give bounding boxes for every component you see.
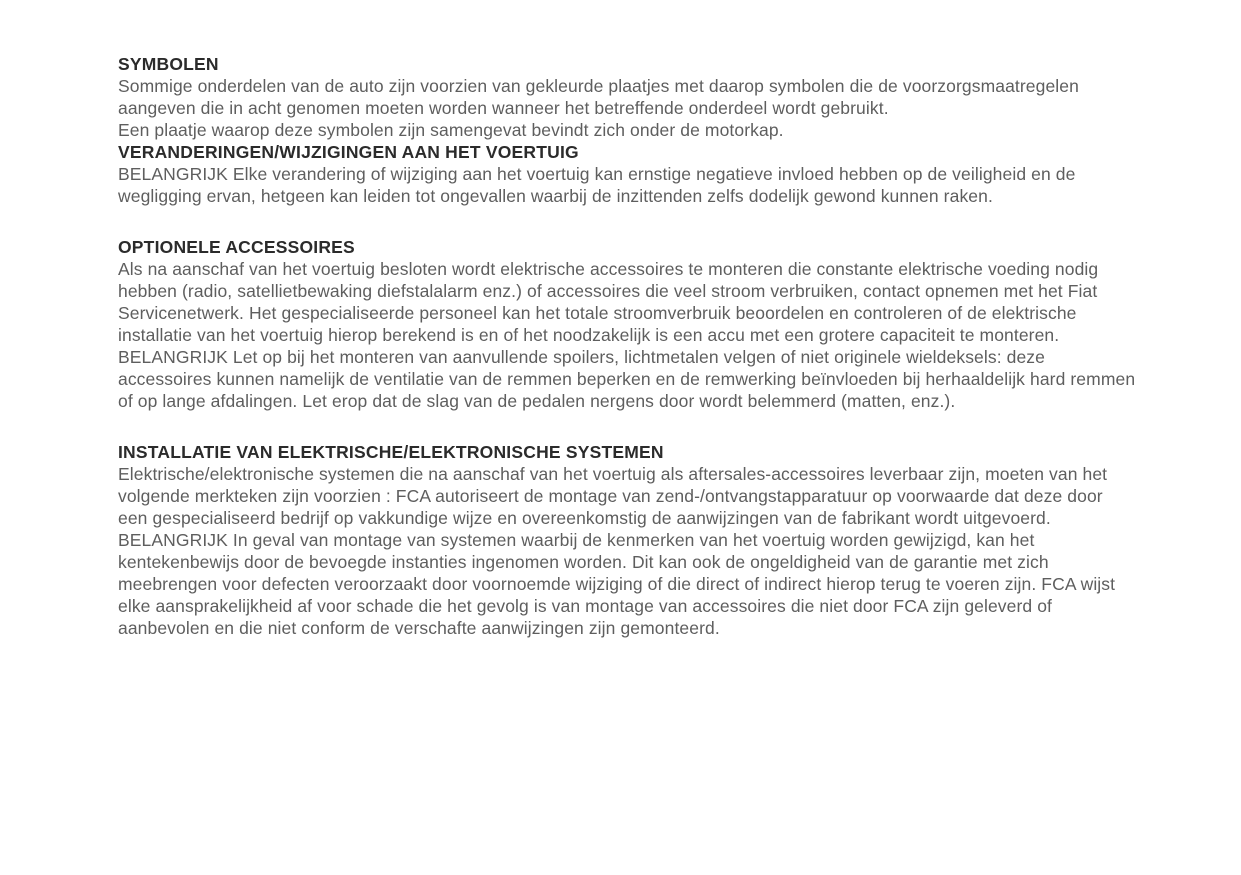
heading-optionele-accessoires: OPTIONELE ACCESSOIRES xyxy=(118,237,355,257)
paragraph-accessoires-intro: Als na aanschaf van het voertuig besloten wordt elektrische accessoires te monteren die constante elektrische voeding nodig hebben (radio, satellietbewaking diefstalalarm enz.) of accessoires die veel stroom verbruiken, contact opnemen met het Fiat Servicenetwerk. Het gespecialiseerde personeel kan het totale stroomverbruik beoordelen en controleren of de elektrische installatie van het voertuig hierop berekend is en of het noodzakelijk is een accu met een grotere capaciteit te monteren. xyxy=(118,259,1099,345)
paragraph-veranderingen-belangrijk: BELANGRIJK Elke verandering of wijziging aan het voertuig kan ernstige negatieve invloed hebben op de veiligheid en de wegligging ervan, hetgeen kan leiden tot ongevallen waarbij de inzittenden zelfs dodelijk gewond kunnen raken. xyxy=(118,164,1076,206)
section-veranderingen xyxy=(118,141,1136,207)
text-column xyxy=(118,53,1136,639)
paragraph-symbolen-plaatje: Een plaatje waarop deze symbolen zijn samengevat bevindt zich onder de motorkap. xyxy=(118,120,784,140)
section-installatie-systemen xyxy=(118,441,1136,639)
heading-symbolen: SYMBOLEN xyxy=(118,54,219,74)
paragraph-installatie-intro: Elektrische/elektronische systemen die na aanschaf van het voertuig als aftersales-accessoires leverbaar zijn, moeten van het volgende merkteken zijn voorzien : FCA autoriseert de montage van zend-/ontvangstapparatuur op voorwaarde dat deze door een gespecialiseerd bedrijf op vakkundige wijze en overeenkomstig de aanwijzingen van de fabrikant wordt uitgevoerd. xyxy=(118,464,1108,528)
paragraph-accessoires-belangrijk: BELANGRIJK Let op bij het monteren van aanvullende spoilers, lichtmetalen velgen of niet originele wieldeksels: deze accessoires kunnen namelijk de ventilatie van de remmen beperken en de remwerking beïnvloeden bij herhaaldelijk hard remmen of op lange afdalingen. Let erop dat de slag van de pedalen nergens door wordt belemmerd (matten, enz.). xyxy=(118,347,1136,411)
heading-installatie-systemen: INSTALLATIE VAN ELEKTRISCHE/ELEKTRONISCHE SYSTEMEN xyxy=(118,442,664,462)
section-symbolen xyxy=(118,53,1136,141)
paragraph-installatie-belangrijk: BELANGRIJK In geval van montage van systemen waarbij de kenmerken van het voertuig worden gewijzigd, kan het kentekenbewijs door de bevoegde instanties ingenomen worden. Dit kan ook de ongeldigheid van de garantie met zich meebrengen voor defecten veroorzaakt door voornoemde wijziging of die direct of indirect hierop terug te voeren zijn. FCA wijst elke aansprakelijkheid af voor schade die het gevolg is van montage van accessoires die niet door FCA zijn geleverd of aanbevolen en die niet conform de verschafte aanwijzingen zijn gemonteerd. xyxy=(118,530,1116,638)
section-optionele-accessoires xyxy=(118,236,1136,412)
heading-veranderingen: VERANDERINGEN/WIJZIGINGEN AAN HET VOERTUIG xyxy=(118,142,579,162)
paragraph-symbolen-intro: Sommige onderdelen van de auto zijn voorzien van gekleurde plaatjes met daarop symbolen die de voorzorgsmaatregelen aangeven die in acht genomen moeten worden wanneer het betreffende onderdeel wordt gebruikt. xyxy=(118,76,1079,118)
